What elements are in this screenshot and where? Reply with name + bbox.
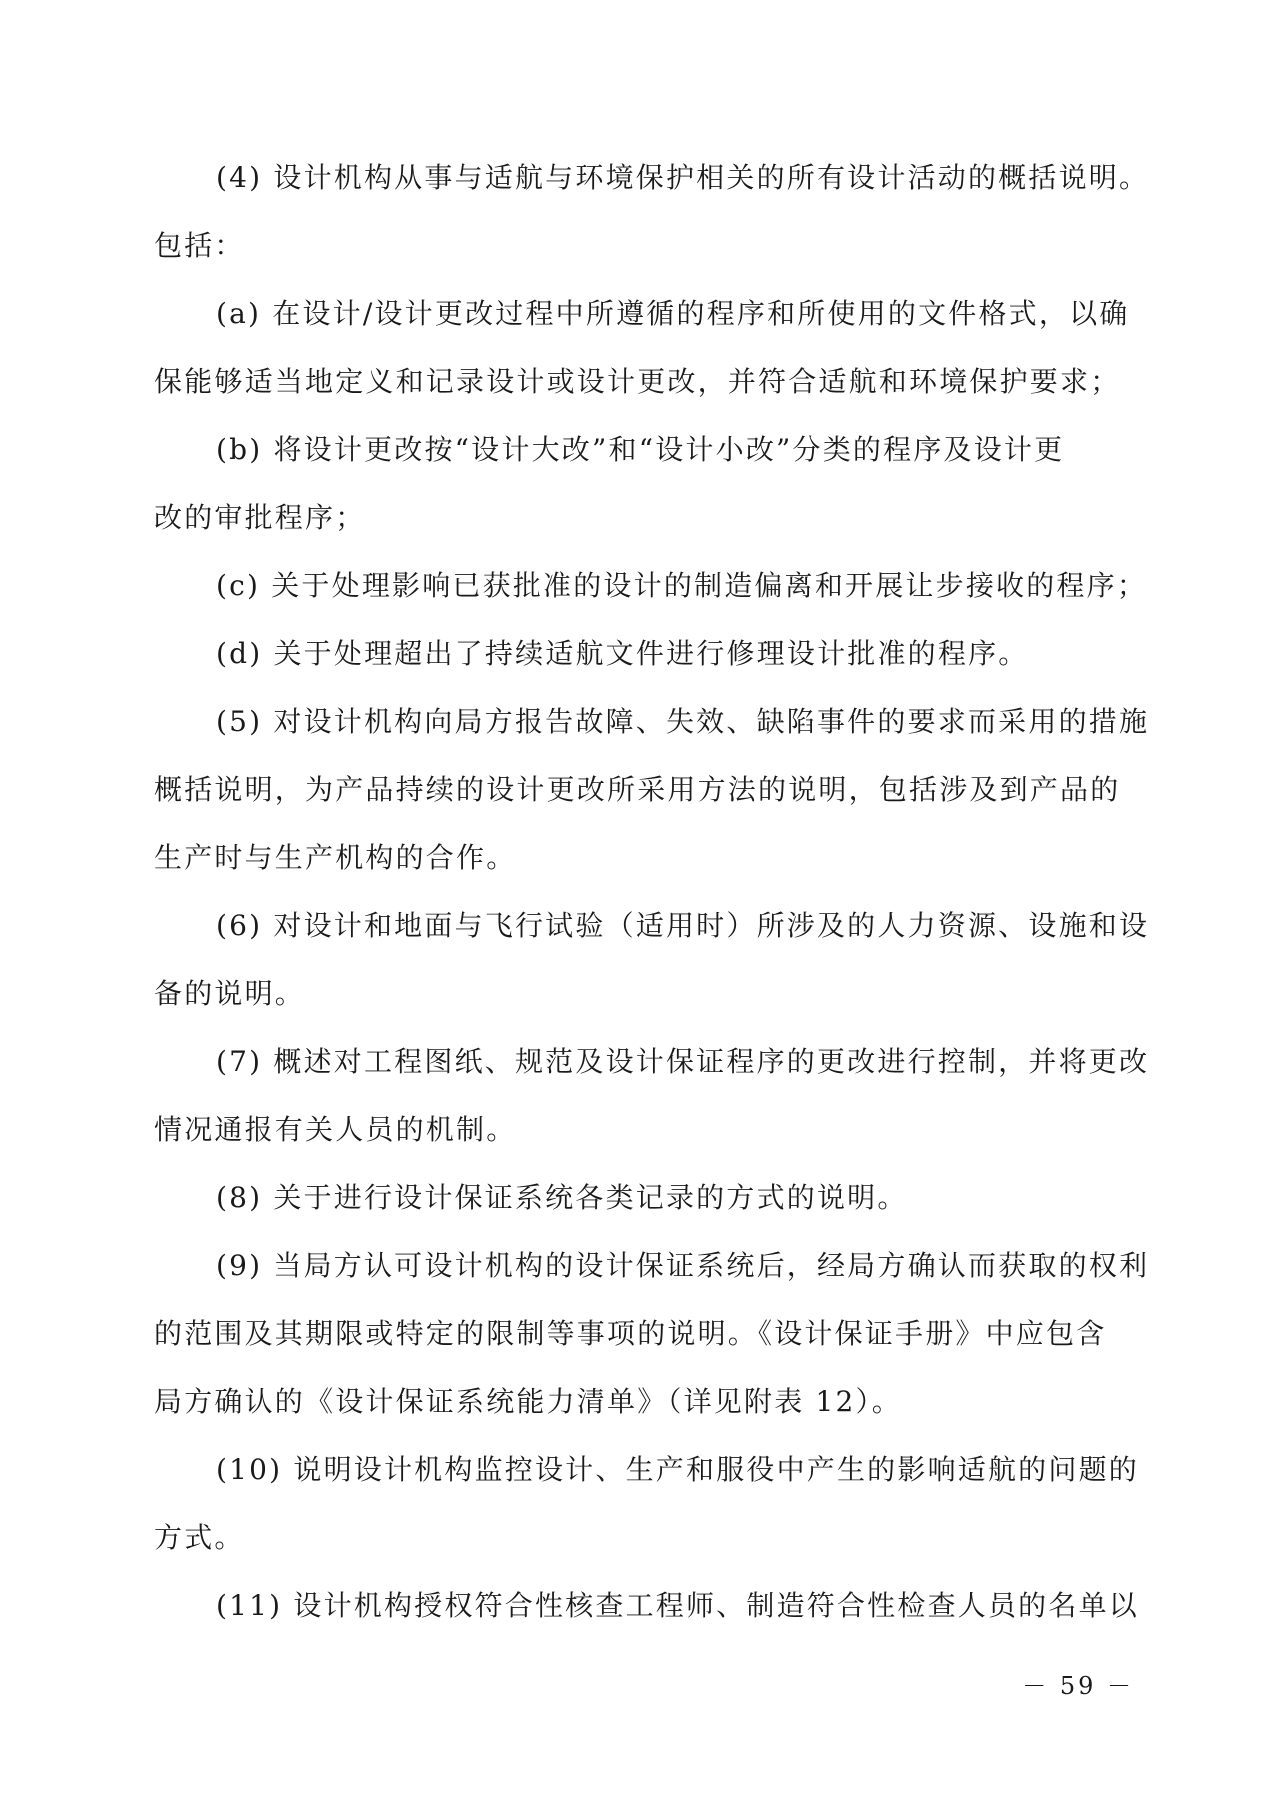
text-line: (5) 对设计机构向局方报告故障、失效、缺陷事件的要求而采用的措施 [216,705,1150,738]
text-line: (c) 关于处理影响已获批准的设计的制造偏离和开展让步接收的程序； [216,569,1148,602]
page-number: － 59 － [1022,1672,1134,1700]
paragraph-9 [154,1246,1150,1422]
paragraph-7 [154,1042,1150,1150]
text-line: (4) 设计机构从事与适航与环境保护相关的所有设计活动的概括说明。 [216,161,1150,194]
paragraph-8 [154,1178,1126,1218]
text-line: (7) 概述对工程图纸、规范及设计保证程序的更改进行控制，并将更改 [216,1045,1150,1078]
text-line: 方式。 [154,1521,245,1554]
text-line: 保能够适当地定义和记录设计或设计更改，并符合适航和环境保护要求； [154,365,1121,398]
text-line: 包括： [154,229,245,262]
text-line: (d) 关于处理超出了持续适航文件进行修理设计批准的程序。 [216,637,1029,670]
paragraph-6 [154,906,1150,1014]
paragraph-b [154,430,1126,538]
document-body [154,158,1150,1654]
text-line: (8) 关于进行设计保证系统各类记录的方式的说明。 [216,1181,908,1214]
text-line: 的范围及其期限或特定的限制等事项的说明。《设计保证手册》中应包含 [154,1317,1107,1350]
paragraph-c [154,566,1148,606]
paragraph-a [154,294,1130,402]
text-line: 备的说明。 [154,977,306,1010]
text-line: (6) 对设计和地面与飞行试验（适用时）所涉及的人力资源、设施和设 [216,909,1150,942]
text-line: 情况通报有关人员的机制。 [154,1113,517,1146]
paragraph-11 [154,1586,1139,1626]
paragraph-d [154,634,1126,674]
text-line: 局方确认的《设计保证系统能力清单》（详见附表 12）。 [154,1385,902,1418]
text-line: (11) 设计机构授权符合性核查工程师、制造符合性检查人员的名单以 [216,1589,1139,1622]
text-line: (9) 当局方认可设计机构的设计保证系统后，经局方确认而获取的权利 [216,1249,1150,1282]
text-line: (10) 说明设计机构监控设计、生产和服役中产生的影响适航的问题的 [216,1453,1139,1486]
text-line: (b) 将设计更改按“设计大改”和“设计小改”分类的程序及设计更 [216,433,1065,466]
text-line: (a) 在设计/设计更改过程中所遵循的程序和所使用的文件格式，以确 [216,297,1130,330]
text-line: 概括说明，为产品持续的设计更改所采用方法的说明，包括涉及到产品的 [154,773,1121,806]
paragraph-5 [154,702,1150,878]
text-line: 改的审批程序； [154,501,366,534]
paragraph-4 [154,158,1150,266]
paragraph-10 [154,1450,1139,1558]
text-line: 生产时与生产机构的合作。 [154,841,517,874]
